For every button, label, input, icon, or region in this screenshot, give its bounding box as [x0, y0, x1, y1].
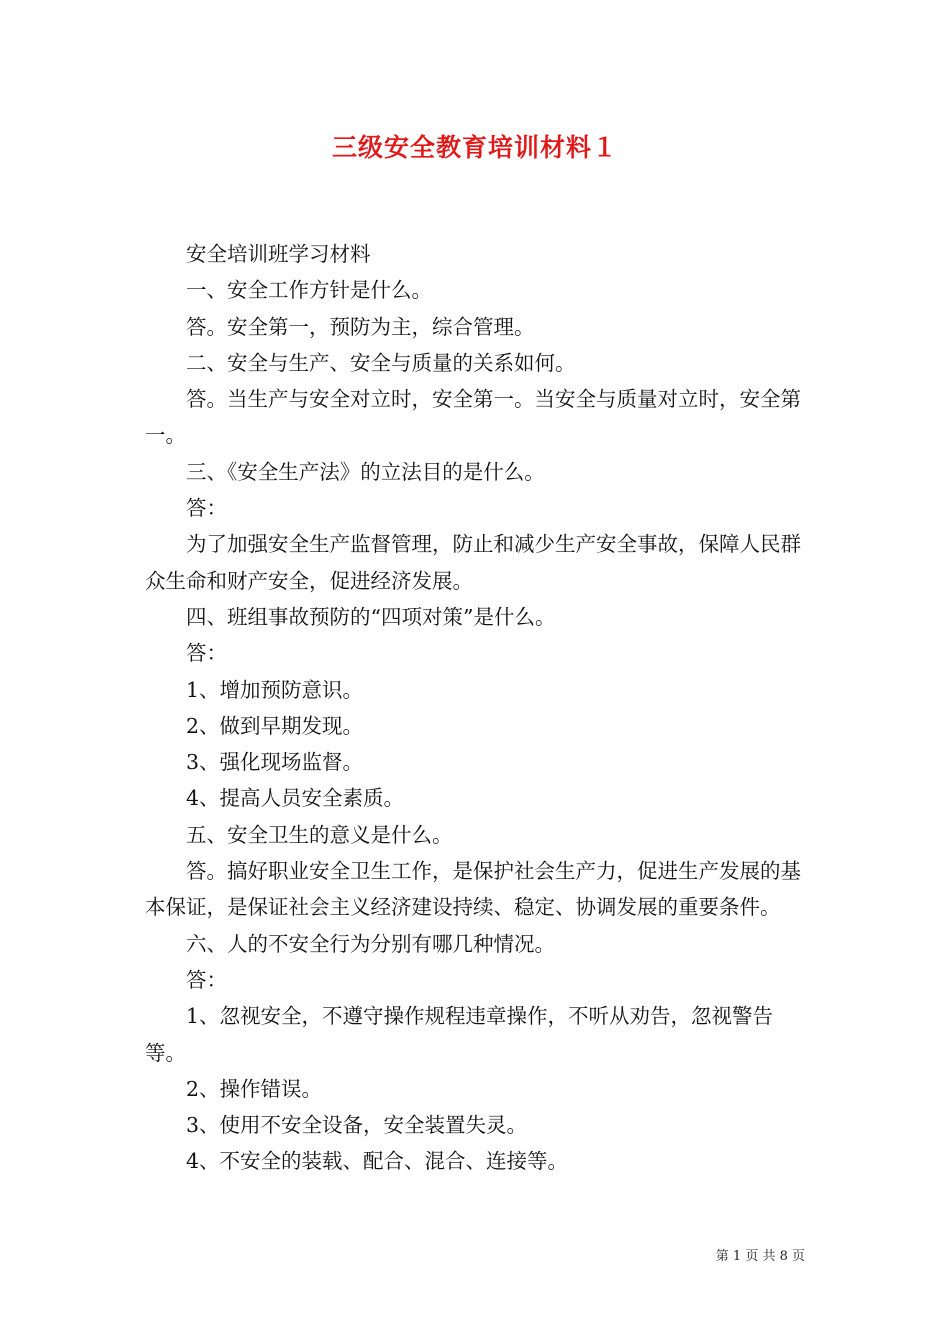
paragraph: 安全培训班学习材料 [186, 242, 371, 266]
answer-label: 答： [186, 641, 227, 666]
list-item: 1、增加预防意识。 [186, 677, 364, 702]
list-item: 3、强化现场监督。 [186, 750, 364, 775]
list-item: 2、操作错误。 [186, 1076, 323, 1101]
answer-paragraph: 为了加强安全生产监督管理，防止和减少生产安全事故，保障人民群众生命和财产安全，促进经济发展。 [145, 532, 801, 593]
answer-paragraph: 答。当生产与安全对立时，安全第一。当安全与质量对立时，安全第一。 [145, 387, 801, 448]
list-item: 4、提高人员安全素质。 [186, 786, 405, 811]
list-item: 2、做到早期发现。 [186, 713, 364, 738]
question-heading: 三、《安全生产法》的立法目的是什么。 [186, 459, 545, 484]
page-number-footer: 第 1 页 共 8 页 [715, 1249, 805, 1264]
document-title: 三级安全教育培训材料１ [331, 133, 618, 162]
document-body [145, 236, 810, 1180]
answer-label: 答： [186, 967, 227, 992]
question-heading: 六、人的不安全行为分别有哪几种情况。 [186, 931, 555, 956]
question-heading: 一、安全工作方针是什么。 [186, 278, 432, 303]
question-heading: 二、安全与生产、安全与质量的关系如何。 [186, 350, 576, 375]
answer-label: 答： [186, 496, 227, 521]
list-item: 3、使用不安全设备，安全装置失灵。 [186, 1113, 528, 1138]
question-heading: 五、安全卫生的意义是什么。 [186, 822, 453, 847]
answer-paragraph: 答。安全第一，预防为主，综合管理。 [186, 314, 535, 339]
list-item: 1、忽视安全，不遵守操作规程违章操作，不听从劝告，忽视警告等。 [145, 1004, 774, 1065]
question-heading: 四、班组事故预防的“四项对策”是什么。 [186, 604, 556, 629]
list-item: 4、不安全的装载、配合、混合、连接等。 [186, 1149, 569, 1174]
answer-paragraph: 答。搞好职业安全卫生工作，是保护社会生产力，促进生产发展的基本保证，是保证社会主义经济建设持续、稳定、协调发展的重要条件。 [145, 859, 801, 920]
